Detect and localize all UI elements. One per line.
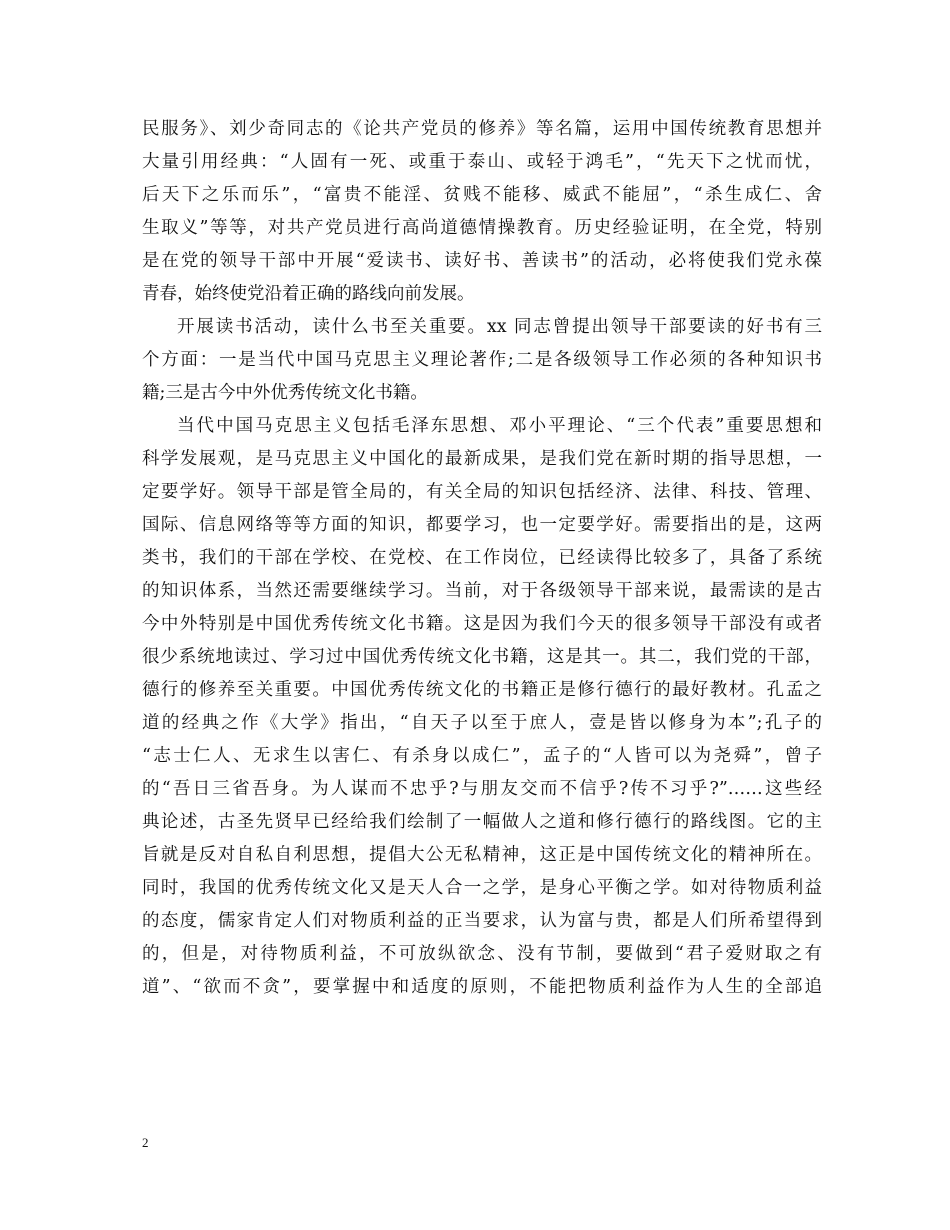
text-line: 很少系统地读过、学习过中国优秀传统文化书籍，这是其一。其二，我们党的干部， bbox=[142, 647, 822, 667]
text-line: 国际、信息网络等等方面的知识，都要学习，也一定要学好。需要指出的是，这两 bbox=[142, 515, 822, 535]
text-line: 的“吾日三省吾身。为人谋而不忠乎?与朋友交而不信乎?传不习乎?”……这些经 bbox=[142, 779, 822, 799]
text-line: 的，但是，对待物质利益，不可放纵欲念、没有节制，要做到“君子爱财取之有 bbox=[142, 944, 822, 964]
text-line: 德行的修养至关重要。中国优秀传统文化的书籍正是修行德行的最好教材。孔孟之 bbox=[142, 680, 822, 700]
text-line: 后天下之乐而乐”，“富贵不能淫、贫贱不能移、威武不能屈”，“杀生成仁、舍 bbox=[142, 185, 822, 205]
paragraph-2 bbox=[142, 311, 822, 410]
text-line: 生取义”等等，对共产党员进行高尚道德情操教育。历史经验证明，在全党，特别 bbox=[142, 218, 822, 238]
body-text bbox=[142, 113, 822, 1004]
text-line: 道的经典之作《大学》指出，“自天子以至于庶人，壹是皆以修身为本”;孔子的 bbox=[142, 713, 822, 733]
text-line: 典论述，古圣先贤早已经给我们绘制了一幅做人之道和修行德行的路线图。它的主 bbox=[142, 812, 822, 832]
text-line: 旨就是反对自私自利思想，提倡大公无私精神，这正是中国传统文化的精神所在。 bbox=[142, 845, 822, 865]
text-line: 的态度，儒家肯定人们对物质利益的正当要求，认为富与贵，都是人们所希望得到 bbox=[142, 911, 822, 931]
text-line: 道”、“欲而不贪”，要掌握中和适度的原则，不能把物质利益作为人生的全部追 bbox=[142, 977, 822, 997]
text-line: 是在党的领导干部中开展“爱读书、读好书、善读书”的活动，必将使我们党永葆 bbox=[142, 251, 822, 271]
text-line: 的知识体系，当然还需要继续学习。当前，对于各级领导干部来说，最需读的是古 bbox=[142, 581, 822, 601]
text-line: 类书，我们的干部在学校、在党校、在工作岗位，已经读得比较多了，具备了系统 bbox=[142, 548, 822, 568]
page-number: 2 bbox=[142, 1135, 149, 1150]
text-line: 大量引用经典：“人固有一死、或重于泰山、或轻于鸿毛”，“先天下之忧而忧， bbox=[142, 152, 822, 172]
text-line: 籍;三是古今中外优秀传统文化书籍。 bbox=[142, 383, 428, 403]
paragraph-3 bbox=[142, 410, 822, 1004]
text-line: 青春，始终使党沿着正确的路线向前发展。 bbox=[142, 284, 475, 304]
text-line: 今中外特别是中国优秀传统文化书籍。这是因为我们今天的很多领导干部没有或者 bbox=[142, 614, 822, 634]
text-line: “志士仁人、无求生以害仁、有杀身以成仁”，孟子的“人皆可以为尧舜”，曾子 bbox=[142, 746, 822, 766]
text-line: 当代中国马克思主义包括毛泽东思想、邓小平理论、“三个代表”重要思想和 bbox=[177, 416, 822, 436]
paragraph-1 bbox=[142, 113, 822, 311]
text-line: 同时，我国的优秀传统文化又是天人合一之学，是身心平衡之学。如对待物质利益 bbox=[142, 878, 822, 898]
text-line: 开展读书活动，读什么书至关重要。xx 同志曾提出领导干部要读的好书有三 bbox=[177, 317, 822, 337]
text-line: 民服务》、刘少奇同志的《论共产党员的修养》等名篇，运用中国传统教育思想并 bbox=[142, 119, 822, 139]
text-line: 定要学好。领导干部是管全局的，有关全局的知识包括经济、法律、科技、管理、 bbox=[142, 482, 822, 502]
text-line: 科学发展观，是马克思主义中国化的最新成果，是我们党在新时期的指导思想，一 bbox=[142, 449, 822, 469]
text-line: 个方面：一是当代中国马克思主义理论著作;二是各级领导工作必须的各种知识书 bbox=[142, 350, 822, 370]
